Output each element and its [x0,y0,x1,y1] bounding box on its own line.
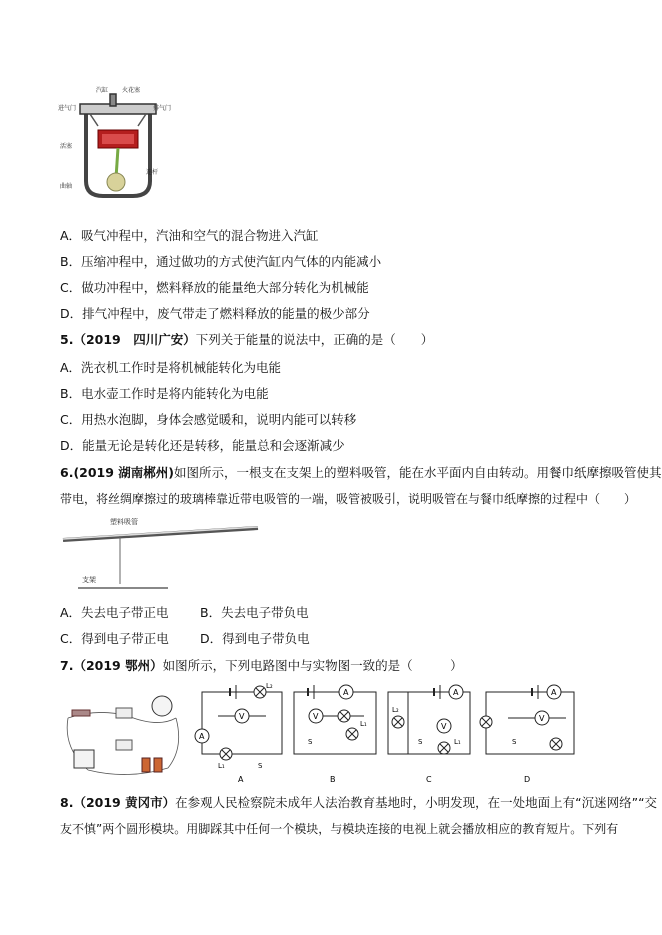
q8-stem-line1 [60,794,657,812]
circuit-a-l2: L₂ [266,682,273,690]
q5-option-b: B．电水壶工作时是将内能转化为电能 [60,386,269,401]
circuit-diagrams [196,682,586,786]
q5-text: 下列关于能量的说法中，正确的是（ ） [195,332,434,347]
circuit-c-letter: C [426,775,432,784]
q8-text-1: 在参观人民检察院未成年人法治教育基地时，小明发现，在一处地面上有“沉迷网络”“交 [175,795,658,810]
circuit-d-letter: D [524,775,531,784]
svg-text:V: V [539,714,545,723]
q6-option-d: D．得到电子带负电 [200,631,310,646]
engine-diagram [58,86,172,201]
q5-number: 5. [60,332,74,347]
ammeter [152,696,172,716]
q8-number: 8. [60,795,74,810]
circuit-a-s: S [258,762,263,770]
circuit-c-l2: L₂ [392,706,399,714]
label-exhaust: 排气门 [153,105,172,112]
q7-source: （2019 鄂州） [73,658,163,673]
label-crank: 曲轴 [60,183,73,190]
q7-stem [60,657,463,675]
q6-option-c: C．得到电子带正电 [60,631,169,646]
circuit-c-s: S [418,738,423,746]
svg-text:V: V [313,712,319,721]
battery-2 [154,758,162,772]
label-spark-plug: 火花塞 [122,87,141,94]
straw [63,528,258,540]
q5-option-c: C．用热水泡脚，身体会感觉暖和，说明内能可以转移 [60,412,357,427]
bulb-l1 [116,740,132,750]
q8-stem-line2: 友不慎”两个圆形模块。用脚踩其中任何一个模块，与模块连接的电视上就会播放相应的教育短片。下列有 [60,822,619,836]
svg-text:A: A [551,688,557,697]
circuit-a-l1: L₁ [218,762,225,770]
svg-text:V: V [441,722,447,731]
q7-text: 如图所示，下列电路图中与实物图一致的是（ ） [162,658,463,673]
label-intake: 进气门 [58,105,77,112]
q8-source: （2019 黄冈市） [73,795,176,810]
circuit-d-s: S [512,738,517,746]
svg-text:A: A [343,688,349,697]
physical-circuit [58,688,190,780]
q4-option-d: D．排气冲程中，废气带走了燃料释放的能量的极少部分 [60,306,370,321]
circuit-b-s: S [308,738,313,746]
svg-text:A: A [199,732,205,741]
voltmeter [74,750,94,768]
svg-text:A: A [453,688,459,697]
straw-diagram [58,514,268,594]
circuit-b-l1: L₁ [360,720,367,728]
crankshaft [107,173,125,191]
q6-number: 6. [60,465,74,480]
battery-1 [142,758,150,772]
q4-option-a: A．吸气冲程中，汽油和空气的混合物进入汽缸 [60,228,319,243]
q6-source: (2019 湖南郴州) [73,465,175,480]
label-rod: 连杆 [146,169,159,176]
circuit-a-letter: A [238,775,244,784]
q6-stem-line1 [60,464,662,482]
q6-stem-line2: 带电，将丝绸摩擦过的玻璃棒靠近带电吸管的一端，吸管被吸引，说明吸管在与餐巾纸摩擦的过程中（ ） [60,492,637,506]
q4-option-b: B．压缩冲程中，通过做功的方式使汽缸内气体的内能减小 [60,254,382,269]
q5-source: （2019 四川广安） [73,332,196,347]
q5-option-d: D．能量无论是转化还是转移，能量总和会逐渐减少 [60,438,345,453]
label-stand: 支架 [82,576,96,584]
q5-option-a: A．洗衣机工作时是将机械能转化为电能 [60,360,282,375]
q6-option-a: A．失去电子带正电 [60,605,169,620]
switch-s [72,710,90,716]
circuit-b-letter: B [330,775,336,784]
q5-stem [60,331,433,349]
svg-text:V: V [239,712,245,721]
bulb-l2 [116,708,132,718]
q6-option-b: B．失去电子带负电 [200,605,309,620]
q6-text-1: 如图所示，一根支在支架上的塑料吸管，能在水平面内自由转动。用餐巾纸摩擦吸管使其 [174,465,662,480]
label-cylinder: 汽缸 [96,87,109,94]
q4-option-c: C．做功冲程中，燃料释放的能量绝大部分转化为机械能 [60,280,369,295]
label-piston: 活塞 [60,143,73,150]
circuit-c-l1: L₁ [454,738,461,746]
label-straw: 塑料吸管 [110,518,138,526]
q7-number: 7. [60,658,74,673]
